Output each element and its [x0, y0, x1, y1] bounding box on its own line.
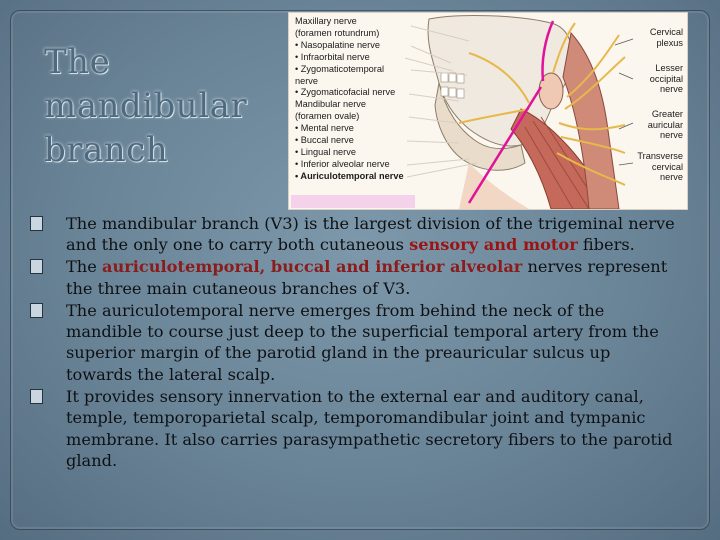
figure-label-line: Cervical [649, 27, 683, 37]
figure-label-highlighted: • Auriculotemporal nerve [295, 170, 404, 181]
bullet-marker-icon [30, 259, 43, 274]
figure-right-label [625, 63, 683, 95]
figure-label: Maxillary nerve [295, 16, 357, 26]
title-line: branch [44, 130, 169, 170]
figure-label: • Buccal nerve [295, 135, 354, 146]
figure-label-line: Greater [651, 109, 683, 119]
figure-label: • Infraorbital nerve [295, 51, 370, 62]
bullet-text: The [66, 257, 102, 277]
slide-title [44, 40, 274, 172]
bullet-item [30, 386, 680, 472]
title-line: mandibular [44, 86, 248, 126]
bullet-item [30, 213, 680, 256]
figure-label-line: nerve [660, 84, 683, 94]
figure-label: nerve [295, 75, 318, 86]
figure-label-line: cervical [651, 161, 683, 172]
bullet-text: fibers. [577, 235, 635, 255]
figure-label: • Lingual nerve [295, 146, 356, 157]
bullet-text: The auriculotemporal nerve emerges from behind the neck of the mandible to course just deep to the superficial temporal artery from the superior margin of the parotid gland in the preauricular sulcus up towards the lateral scalp. [66, 300, 659, 384]
figure-label: • Zygomaticofacial nerve [295, 87, 396, 98]
figure-label: • Zygomaticotemporal [295, 63, 384, 74]
bullet-emphasis: auriculotemporal, buccal and inferior alveolar [101, 257, 523, 277]
figure-label: (foramen rotundrum) [295, 27, 380, 38]
bullet-marker-icon [30, 303, 43, 318]
bullet-marker-icon [30, 216, 43, 231]
figure-label: • Mental nerve [295, 123, 354, 134]
bullet-text: It provides sensory innervation to the external ear and auditory canal, temple, temporoparietal scalp, temporomandibular joint and tympanic membrane. It also carries parasympathetic secretory fibers to the parotid gland. [66, 386, 673, 470]
figure-label: Mandibular nerve [295, 99, 366, 110]
figure-right-label [625, 151, 683, 183]
figure-label: • Nasopalatine nerve [295, 39, 380, 50]
bullet-text: The mandibular branch (V3) is the largest division of the trigeminal nerve and the only one to carry both cutaneous [66, 214, 675, 255]
figure-label-line: nerve [660, 172, 683, 182]
bullet-emphasis: sensory and motor [409, 235, 578, 255]
figure-label-line: plexus [656, 37, 683, 48]
figure-left-labels [295, 16, 415, 183]
title-line: The [44, 42, 111, 82]
figure-label-line: occipital [649, 73, 683, 84]
bullet-item [30, 256, 680, 299]
figure-label-line: Transverse [637, 151, 683, 161]
figure-label-line: nerve [660, 130, 683, 140]
figure-label: • Inferior alveolar nerve [295, 158, 390, 169]
bullet-list [30, 213, 680, 472]
figure-right-label [625, 27, 683, 48]
anatomy-figure [288, 12, 688, 210]
bullet-marker-icon [30, 389, 43, 404]
bullet-item [30, 300, 680, 386]
figure-label: (foramen ovale) [295, 111, 360, 122]
figure-right-label [625, 109, 683, 141]
bullet-text: nerves represent the three main cutaneous branches of V3. [66, 257, 668, 298]
figure-label-line: Lesser [655, 63, 683, 73]
figure-label-line: auricular [647, 119, 683, 130]
